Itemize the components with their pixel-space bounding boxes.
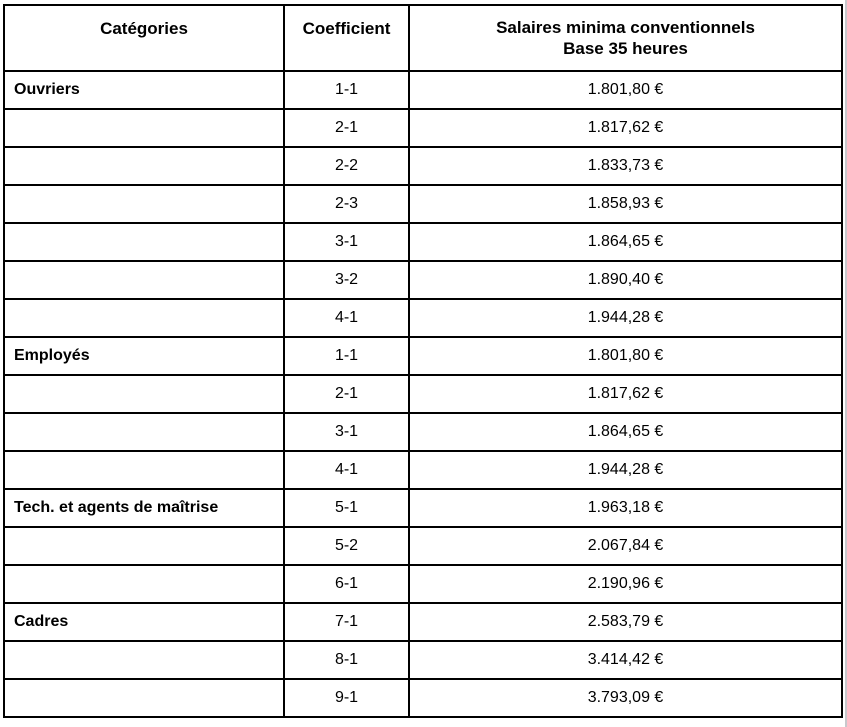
table-row [4,603,842,641]
coefficient-cell: 9-1 [284,679,409,717]
coefficient-cell: 4-1 [284,451,409,489]
salary-cell: 1.864,65 € [409,223,842,261]
coefficient-cell: 8-1 [284,641,409,679]
salary-minima-table [3,4,843,718]
salary-cell: 3.414,42 € [409,641,842,679]
category-cell: Tech. et agents de maîtrise [4,489,284,527]
coefficient-cell: 6-1 [284,565,409,603]
salary-cell: 1.864,65 € [409,413,842,451]
salary-cell: 1.817,62 € [409,375,842,413]
category-cell [4,527,284,565]
salary-cell: 2.583,79 € [409,603,842,641]
salary-cell: 1.944,28 € [409,299,842,337]
coefficient-cell: 2-1 [284,375,409,413]
table-row [4,147,842,185]
category-cell: Ouvriers [4,71,284,109]
coefficient-cell: 5-2 [284,527,409,565]
category-cell [4,109,284,147]
salary-cell: 1.833,73 € [409,147,842,185]
category-cell [4,261,284,299]
salary-cell: 1.858,93 € [409,185,842,223]
table-body [4,71,842,717]
salary-cell: 1.890,40 € [409,261,842,299]
category-cell: Employés [4,337,284,375]
coefficient-cell: 5-1 [284,489,409,527]
salary-cell: 2.067,84 € [409,527,842,565]
category-cell [4,375,284,413]
category-cell: Cadres [4,603,284,641]
table-header [4,5,842,71]
coefficient-cell: 2-2 [284,147,409,185]
salary-header-line1: Salaires minima conventionnels [496,17,755,37]
category-cell [4,679,284,717]
salary-cell: 3.793,09 € [409,679,842,717]
table-row [4,527,842,565]
salary-cell: 1.944,28 € [409,451,842,489]
table-row [4,641,842,679]
category-cell [4,299,284,337]
salary-cell: 1.817,62 € [409,109,842,147]
category-cell [4,147,284,185]
coefficient-cell: 4-1 [284,299,409,337]
coefficient-cell: 2-1 [284,109,409,147]
coefficient-cell: 3-1 [284,413,409,451]
salary-cell: 1.801,80 € [409,337,842,375]
table-row [4,413,842,451]
coefficient-cell: 1-1 [284,337,409,375]
category-cell [4,413,284,451]
coefficient-cell: 7-1 [284,603,409,641]
table-row [4,109,842,147]
table-row [4,489,842,527]
coefficient-cell: 3-1 [284,223,409,261]
category-cell [4,223,284,261]
header-row [4,5,842,71]
category-cell [4,451,284,489]
category-cell [4,185,284,223]
coefficient-cell: 3-2 [284,261,409,299]
table-row [4,337,842,375]
salary-cell: 2.190,96 € [409,565,842,603]
table-row [4,223,842,261]
table-row [4,299,842,337]
table-row [4,451,842,489]
table-row [4,375,842,413]
column-header-coefficient: Coefficient [284,5,409,71]
category-cell [4,565,284,603]
column-header-categories: Catégories [4,5,284,71]
category-cell [4,641,284,679]
table-row [4,679,842,717]
salary-header-line2: Base 35 heures [563,39,688,58]
column-header-salary [409,5,842,71]
salary-cell: 1.963,18 € [409,489,842,527]
table-row [4,71,842,109]
coefficient-cell: 1-1 [284,71,409,109]
table-row [4,185,842,223]
coefficient-cell: 2-3 [284,185,409,223]
table-row [4,261,842,299]
salary-cell: 1.801,80 € [409,71,842,109]
table-row [4,565,842,603]
